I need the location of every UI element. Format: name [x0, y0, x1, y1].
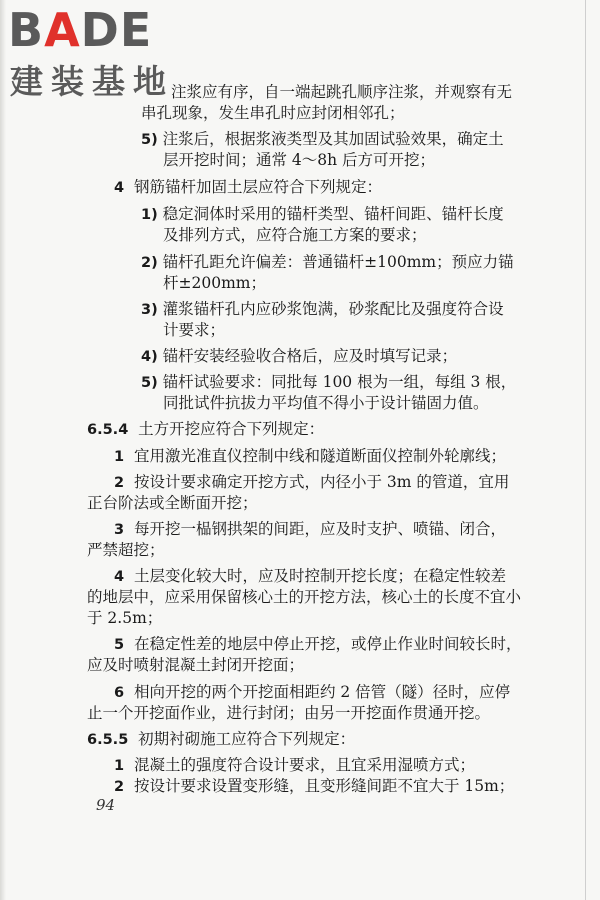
- text-line: 应及时喷射混凝土封闭开挖面；: [87, 656, 305, 675]
- list-item: 1 混凝土的强度符合设计要求，且宜采用湿喷方式；: [114, 756, 475, 774]
- text-line: 及排列方式，应符合施工方案的要求；: [163, 226, 427, 245]
- list-item: 2 按设计要求设置变形缝，且变形缝间距不宜大于 15m；: [114, 777, 515, 795]
- text-line: 正台阶法或全断面开挖；: [87, 493, 258, 512]
- text-line: 止一个开挖面作业，进行封闭；由另一开挖面作贯通开挖。: [87, 703, 491, 722]
- page-number: 94: [96, 796, 116, 814]
- list-item: 5) 锚杆试验要求：同批每 100 根为一组，每组 3 根，: [141, 373, 517, 392]
- list-item: 4) 锚杆安装经验收合格后，应及时填写记录；: [141, 347, 458, 365]
- text-line: 于 2.5m；: [87, 609, 163, 628]
- list-item: 5 在稳定性差的地层中停止开挖，或停止作业时间较长时，: [114, 635, 522, 654]
- list-item: 5) 注浆后，根据浆液类型及其加固试验效果，确定土: [141, 130, 504, 149]
- list-item: 3 每开挖一榀钢拱架的间距，应及时支护、喷锚、闭合，: [114, 520, 506, 538]
- text-line: 的地层中，应采用保留核心土的开挖方法，核心土的长度不宜小: [87, 588, 522, 607]
- list-item: 1 宜用激光准直仪控制中线和隧道断面仪控制外轮廓线；: [114, 446, 506, 465]
- scan-edge: [0, 0, 6, 900]
- scan-edge-right: [585, 0, 586, 900]
- text-line: 计要求；: [163, 320, 226, 339]
- text-line: 严禁超挖；: [87, 541, 165, 559]
- section-heading: 6.5.5 初期衬砌施工应符合下列规定：: [87, 729, 356, 748]
- logo-subtitle: 建装基地: [10, 62, 174, 101]
- list-item: 1) 稳定洞体时采用的锚杆类型、锚杆间距、锚杆长度: [141, 205, 504, 224]
- watermark-logo: [8, 4, 178, 104]
- section-heading: 6.5.4 土方开挖应符合下列规定：: [87, 420, 325, 439]
- list-item: 3) 灌浆锚杆孔内应砂浆饱满，砂浆配比及强度符合设: [141, 299, 504, 318]
- text-line: 层开挖时间；通常 4～8h 后方可开挖；: [163, 151, 436, 170]
- text-line: 串孔现象，发生串孔时应封闭相邻孔；: [141, 104, 405, 122]
- list-item: 4 钢筋锚杆加固土层应符合下列规定：: [114, 178, 382, 197]
- list-item: 2 按设计要求确定开挖方式，内径小于 3m 的管道，宜用: [114, 472, 510, 491]
- list-item: 6 相向开挖的两个开挖面相距约 2 倍管（隧）径时，应停: [114, 682, 511, 701]
- list-item: 2) 锚杆孔距允许偏差：普通锚杆±100mm；预应力锚: [141, 252, 514, 271]
- text-line: 同批试件抗拔力平均值不得小于设计锚固力值。: [163, 394, 489, 413]
- text-line: 杆±200mm；: [163, 273, 266, 292]
- logo-wordmark: BADE: [8, 3, 153, 57]
- list-item: 4 土层变化较大时，应及时控制开挖长度；在稳定性较差: [114, 567, 506, 586]
- text-line: 注浆应有序，自一端起跳孔顺序注浆，并观察有无: [171, 83, 513, 101]
